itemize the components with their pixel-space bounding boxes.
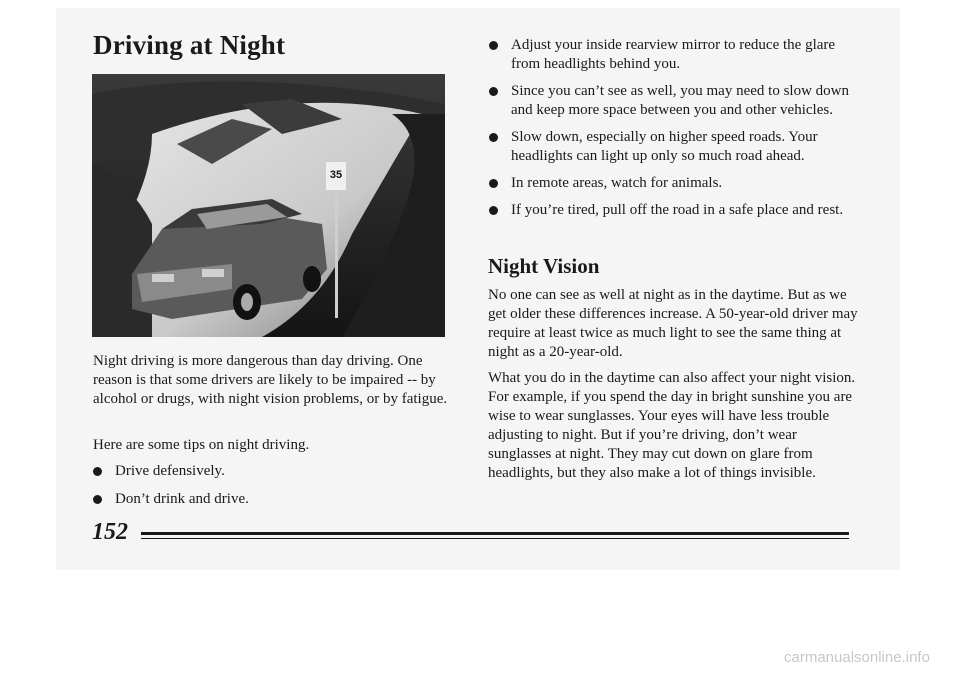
section-heading-night-vision: Night Vision	[488, 254, 600, 278]
speed-sign-number: 35	[329, 169, 343, 181]
left-tips-list	[93, 462, 453, 509]
page-heading: Driving at Night	[93, 30, 286, 60]
site-watermark: carmanualsonline.info	[784, 649, 930, 666]
bullet-icon	[93, 495, 102, 504]
footer-rule-thin	[141, 538, 849, 539]
footer-rule-thick	[141, 532, 849, 535]
bullet-icon	[489, 87, 498, 96]
list-item: If you’re tired, pull off the road in a safe place and rest.	[489, 201, 859, 220]
bullet-icon	[489, 206, 498, 215]
list-item: In remote areas, watch for animals.	[489, 174, 859, 193]
bullet-icon	[93, 467, 102, 476]
night-vision-paragraph-1: No one can see as well at night as in the daytime. But as we get older these differences increase. A 50-year-old driver may require at least twice as much light to see the same thing at night as a 20-year-old.	[488, 287, 858, 360]
page-number: 152	[92, 519, 128, 545]
list-item: Drive defensively.	[93, 462, 453, 481]
list-item: Don’t drink and drive.	[93, 490, 453, 509]
list-item: Slow down, especially on higher speed roads. Your headlights can light up only so much road ahead.	[489, 128, 859, 166]
bullet-icon	[489, 41, 498, 50]
tips-intro: Here are some tips on night driving.	[93, 437, 310, 453]
list-item: Adjust your inside rearview mirror to reduce the glare from headlights behind you.	[489, 36, 859, 74]
bullet-icon	[489, 179, 498, 188]
night-road-illustration	[92, 74, 445, 337]
bullet-icon	[489, 133, 498, 142]
intro-paragraph: Night driving is more dangerous than day driving. One reason is that some drivers are likely to be impaired -- by alcohol or drugs, with night vision problems, or by fatigue.	[93, 353, 448, 407]
night-driving-photo	[92, 74, 445, 337]
list-item: Since you can’t see as well, you may need to slow down and keep more space between you and other vehicles.	[489, 82, 859, 120]
right-tips-list	[489, 36, 859, 220]
night-vision-paragraph-2: What you do in the daytime can also affect your night vision. For example, if you spend the day in bright sunshine you are wise to wear sunglasses. Your eyes will have less trouble adjusting to night. But if you’re driving, don’t wear sunglasses at night. They may cut down on glare from headlights, but they also make a lot of things invisible.	[488, 370, 856, 481]
